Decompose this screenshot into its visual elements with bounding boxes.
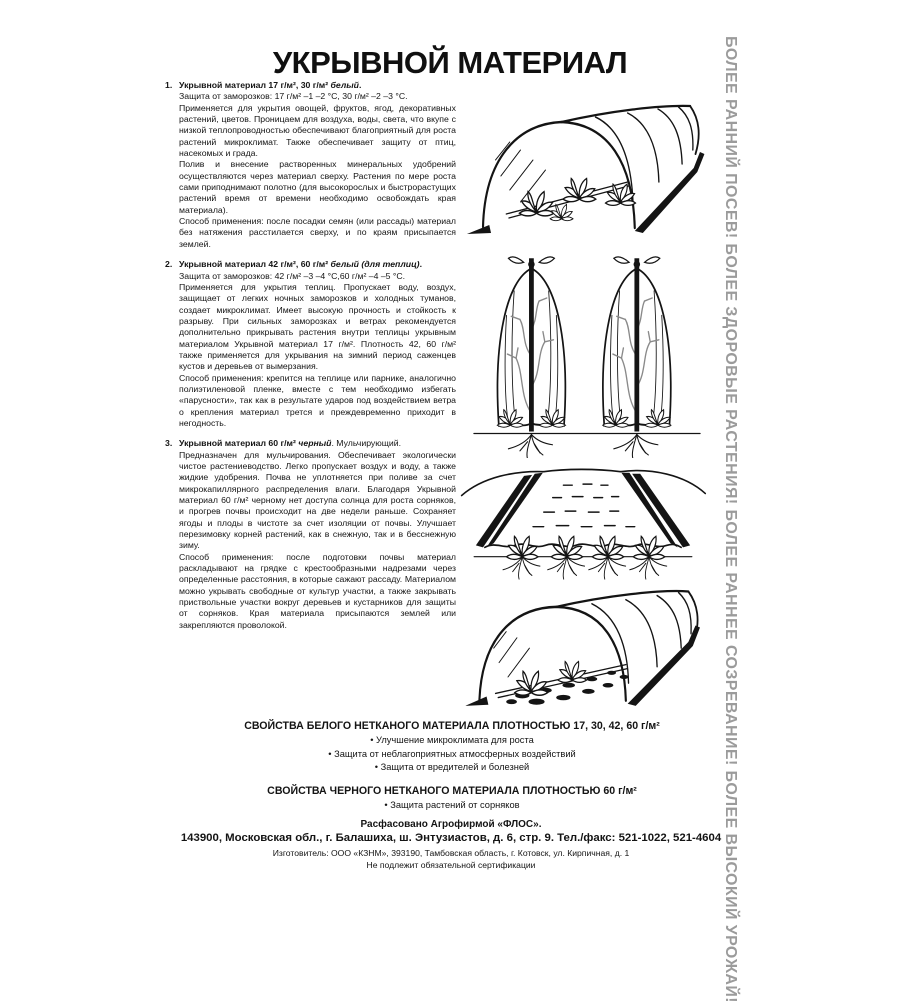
packer-line: Расфасовано Агрофирмой «ФЛОС». (360, 819, 542, 830)
address-line: 143900, Московская обл., г. Балашиха, ш. Энтузиастов, д. 6, стр. 9. Тел./факс: 521-1022, 521-4604 (180, 832, 722, 844)
bullet-text: Защита от неблагоприятных атмосферных воздействий (334, 748, 576, 759)
paragraph: Способ применения: после посадки семян (или рассады) материал без натяжения расстилается сверху, и по краям присыпается землей. (179, 216, 456, 249)
low-tunnel-drawing (458, 84, 708, 244)
section-1 (165, 80, 456, 250)
paragraph: Применяется для укрытия овощей, фруктов, ягод, декоративных растений, цветов. Проницаем для воздуха, воды, света, что вкупе с низкой теплопроводностью обеспечивают благоприятный для роста растений микроклимат. Также обеспечивает защиту от птиц, насекомых и града. (179, 102, 456, 159)
certification-line: Не подлежит обязательной сертификации (366, 860, 536, 870)
section-heading-main: Укрывной материал 60 г/м² (179, 438, 296, 449)
section-heading (179, 259, 456, 270)
section-number: 1. (165, 80, 173, 90)
bullet-item (148, 734, 756, 748)
properties-summary (148, 719, 756, 812)
paragraph: Способ применения: крепится на теплице или парнике, аналогично полиэтиленовой пленке, вместе с тем необходимо избегать «парусности», так как в результате ударов под воздействием ветра о крепления материал трется и преждевременно приходит в негодность. (179, 372, 456, 428)
bullet-text: Улучшение микроклимата для роста (376, 735, 534, 745)
paragraph: Полив и внесение растворенных минеральных удобрений осуществляются через материал сверху. Растения по мере роста сами приподнимают полотно (для высокорослых и быстрорастущих растений время от времени необходимо освобождать края материала). (179, 159, 456, 215)
tunnel-mulch-drawing (458, 576, 708, 712)
illustration-low-tunnel (458, 84, 708, 249)
bullet-item (148, 761, 756, 775)
illustration-tunnel-mulch (458, 576, 708, 717)
section-heading-tail: . (359, 80, 362, 90)
section-heading (179, 438, 456, 449)
wrapped-plants-drawing (472, 244, 702, 458)
section-number: 2. (165, 259, 173, 270)
mulch-bed-drawing (458, 452, 708, 592)
section-heading-emphasis: белый (для теплиц) (330, 259, 420, 270)
side-slogan-banner: БОЛЕЕ РАННИЙ ПОСЕВ! БОЛЕЕ ЗДОРОВЫЕ РАСТЕНИЯ! БОЛЕЕ РАННЕЕ СОЗРЕВАНИЕ! БОЛЕЕ ВЫСОКИЙ УРОЖАЙ! (722, 36, 739, 1003)
section-heading-tail: . (419, 259, 422, 270)
paragraph: Способ применения: после подготовки почвы материал раскладывают на грядке с крестообразными надрезами через определенные расстояния, в которые сажают рассаду. Материалом можно укрывать свободные от культур участки, а также закрывать приствольные участки вокруг деревьев и кустарников для защиты от сорняков. Края материала присыпаются землей или закрепляются проволокой. (179, 551, 456, 630)
section-2 (165, 259, 456, 429)
illustration-wrapped-plants (472, 244, 702, 463)
paragraph: Применяется для укрытия теплиц. Пропускает воду, воздух, защищает от легких ночных заморозков и холодных туманов, создает микроклимат. Имеет высокую прочность и стойкость к разрыву. При сильных заморозках и ветрах рекомендуется дополнительно прикрывать растения внутри теплицы укрывным материалом Укрывной материал 17 г/м². Плотность 42, 60 г/м² также применяется для укрывания на зимний период саженцев кустов и деревьев от вымерзания. (179, 281, 456, 372)
section-heading-main: Укрывной материал 42 г/м², 60 г/м² (179, 259, 329, 270)
section-heading (179, 80, 456, 91)
bullet-text: Защита растений от сорняков (390, 799, 520, 810)
section-number: 3. (165, 438, 173, 449)
section-heading-tail: . Мульчирующий. (331, 438, 402, 449)
white-material-properties-heading: СВОЙСТВА БЕЛОГО НЕТКАНОГО МАТЕРИАЛА ПЛОТНОСТЬЮ 17, 30, 42, 60 г/м² (244, 720, 660, 732)
manufacturer-line: Изготовитель: ООО «КЗНМ», 393190, Тамбовская область, г. Котовск, ул. Кирпичная, д. 1 (272, 848, 630, 858)
bullet-marker: • (384, 799, 388, 810)
bullet-marker: • (374, 762, 378, 773)
main-text-column (165, 80, 456, 640)
section-3 (165, 438, 456, 631)
bullet-item (148, 799, 756, 813)
section-heading-emphasis: черный (298, 438, 332, 449)
section-heading-emphasis: белый (330, 80, 359, 90)
footer (95, 818, 807, 871)
paragraph: Защита от заморозков: 17 г/м² –1 –2 °С, 30 г/м² –2 –3 °С. (179, 91, 408, 102)
paragraph: Защита от заморозков: 42 г/м² –3 –4 °С,60 г/м² –4 –5 °С. (179, 270, 406, 281)
black-material-properties-heading: СВОЙСТВА ЧЕРНОГО НЕТКАНОГО МАТЕРИАЛА ПЛОТНОСТЬЮ 60 г/м² (267, 784, 637, 797)
paragraph: Предназначен для мульчирования. Обеспечивает экологически чистое растениеводство. Легко пропускает воздух и воду, а также жидкие удобрения. Почва не уплотняется при поливе за счет микрокапиллярного распределения влаги. Благодаря Укрывной материал 60 г/м² черному нет доступа солнца для роста сорняков, и прогрев почвы происходит на две недели раньше. Сохраняет ягоды и плоды в чистоте за счет изоляции от почвы. Улучшает перезимовку корней растений, как в снежную, так и в бесснежную зиму. (179, 449, 456, 551)
bullet-marker: • (370, 735, 374, 745)
bullet-item (148, 748, 756, 762)
section-heading-main: Укрывной материал 17 г/м², 30 г/м² (179, 80, 329, 90)
bullet-marker: • (328, 748, 332, 759)
bullet-text: Защита от вредителей и болезней (380, 762, 530, 773)
page-title: УКРЫВНОЙ МАТЕРИАЛ (272, 44, 628, 80)
